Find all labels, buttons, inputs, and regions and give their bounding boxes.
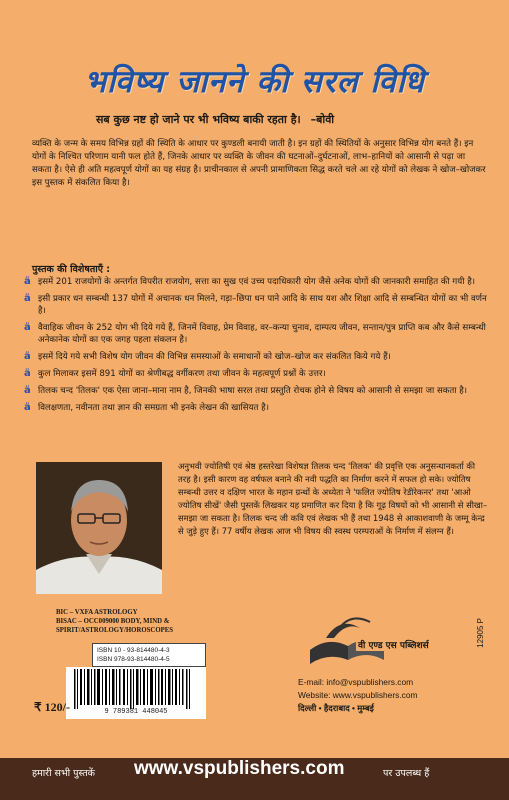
list-item: ä इसमें 201 राजयोगों के अन्तर्गत विपरीत राजयोग, सत्ता का सुख एवं उच्च पदाधिकारी योग जैसे अनेक योगों की जानकारी समाहित की गयी है। [24,276,476,287]
author-photo [36,462,162,594]
price: ₹ 120/- [34,700,70,714]
bullet-icon: ä [24,293,31,304]
bullet-icon: ä [24,402,31,413]
list-item: ä तिलक चन्द 'तिलक' एक ऐसा जाना–माना नाम है, जिनकी भाषा सरल तथा प्रस्तुति रोचक होने से विषय को आसानी से समझा जा सकता है। [24,385,468,396]
book-title: भविष्य जानने की सरल विधि [84,64,425,100]
bullet-icon: ä [24,385,31,396]
tagline [96,112,334,127]
tagline-quote: सब कुछ नष्ट हो जाने पर भी भविष्य बाकी रहता है। [96,113,301,126]
print-code: 12905 P [476,618,485,648]
publisher-cities: दिल्ली • हैदराबाद • मुम्बई [298,703,374,713]
author-bio: अनुभवी ज्योतिषी एवं श्रेष्ठ हस्तरेखा विशेषज्ञ तिलक चन्द 'तिलक' की प्रवृत्ति एक अनुसन्धानकर्ता की तरह है। इसी कारण वह वर्षफल बनाने की नवी पद्धति का निर्माण करने में सफल हो सके। ज्योतिष सम्बन्धी उत्तर व दक्षिण भारत के महान ग्रन्थों के अध्येता ने 'फलित ज्योतिष रेडीरेकनर' तथा 'आओ ज्योतिष सीखें' जैसी पुस्तकें लिखकर यह प्रमाणित कर दिया है कि गूढ़ विषयों को भी आसानी से सीखा–समझा जा सकता है। तिलक चन्द जी कवि एवं लेखक भी हैं तथा 1948 से आकाशवाणी के जम्मू केन्द्र से जुड़े हुए हैं। 77 वर्षीय लेखक आज भी विषय की स्वस्थ परम्पराओं के निर्माण में संलग्न हैं। [178,461,488,536]
publisher-contact [298,676,417,715]
list-item: ä कुल मिलाकर इसमें 891 योगों का श्रेणीबद्ध वर्गीकरण तथा जीवन के महत्वपूर्ण प्रश्नों के उत्तर। [24,368,326,379]
footer-left-text: हमारी सभी पुस्तकें [32,768,95,779]
bullet-icon: ä [24,351,31,362]
publisher-email: E-mail: info@vspublishers.com [298,677,414,687]
author-portrait-icon [36,462,162,594]
intro-paragraph: व्यक्ति के जन्म के समय विभिन्न ग्रहों की स्थिति के आधार पर कुण्डली बनायी जाती है। इन ग्रहों की स्थितियों के अनुसार विभिन्न योग बनते हैं। इन योगों के निश्चित परिणाम यानी फल होते हैं, जिनके आधार पर व्यक्ति के जीवन की घटनाओं–दुर्घटनाओं, लाभ–हानियों को आसानी से पढ़ा जा सकता है। ऐसे ही अति महत्वपूर्ण योगों का यह संग्रह है। प्राचीनकाल से अपनी प्रामाणिकता सिद्ध करते चले आ रहे योगों को लेखक ने खोज–खोजकर इस पुस्तक में संकलित किया है। [32,139,486,188]
features-heading: पुस्तक की विशेषताएँ : [32,264,111,275]
footer-right-text: पर उपलब्ध हैं [383,768,430,779]
bullet-icon: ä [24,368,31,379]
list-item: ä इसी प्रकार धन सम्बन्धी 137 योगों में अचानक धन मिलने, गड़ा–छिपा धन पाने आदि के साथ यश और शिक्षा आदि से सम्बन्धित योगों का भी वर्णन है। [24,293,487,316]
publisher-name: वी एण्ड एस पब्लिशर्स [356,638,431,651]
bullet-icon: ä [24,322,31,333]
tagline-author: –बोवी [310,113,335,126]
barcode-digits: 9 789381 448045 [104,708,168,716]
footer-website: www.vspublishers.com [134,758,345,779]
bullet-icon: ä [24,276,31,287]
list-item: ä इसमें दिये गये सभी विशेष योग जीवन की विभिन्न समस्याओं के समाधानों को खोज–खोज कर संकलित किये गये हैं। [24,351,391,362]
publisher-website: Website: www.vspublishers.com [298,690,418,700]
barcode [66,667,206,719]
bic-codes: BIC – VXFA ASTROLOGY BISAC – OCC009000 BODY, MIND & SPIRIT/ASTROLOGY/HOROSCOPES [56,609,174,634]
features-list [24,276,487,419]
isbn-box: ISBN 10 - 93-814480-4-3 ISBN 978-93-814480-4-5 [92,643,206,667]
list-item: ä वैवाहिक जीवन के 252 योग भी दिये गये हैं, जिनमें विवाह, प्रेम विवाह, वर–कन्या चुनाव, दाम्पत्य जीवन, सन्तान/पुत्र प्राप्ति कब और कैसे सम्बन्धी अनेकानेक योगों का एक जगह पहला संकलन है। [24,322,486,345]
publisher-logo [300,608,460,668]
list-item: ä विलक्षणता, नवीनता तथा ज्ञान की समग्रता भी इनके लेखन की खासियत है। [24,402,269,413]
